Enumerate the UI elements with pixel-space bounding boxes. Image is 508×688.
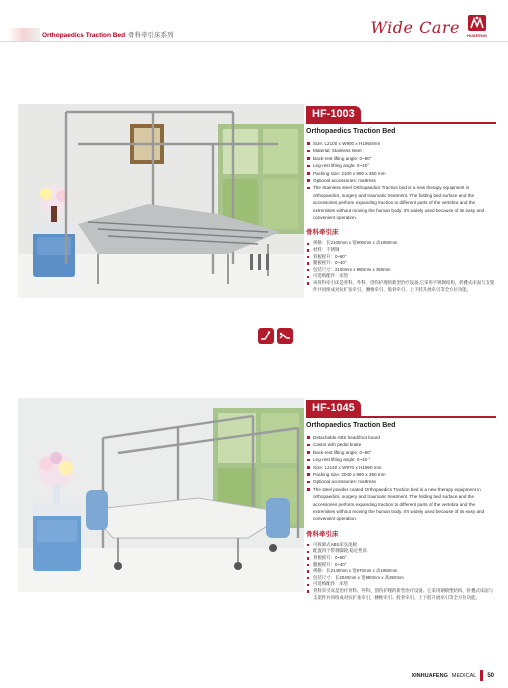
spec-item: Size: L2100 x W900 x H1950mm [306, 140, 496, 147]
spec-item: The steel powder coated Orthopaedics Traction bed is a new therapy equipment in orthopaedics, surgery and traumatic treatment. The folding bed surface and the accessories perform expanding traction to different parts of the vertebra and the extremities without moving the human body. It's widely used because of its easy and convenient operation. [306, 486, 496, 523]
cn-spec-item: 规格：长2140mm x 宽970mm x 高1950mm [306, 568, 496, 575]
spec-list-cn [306, 240, 496, 293]
traction-bed-photo-1 [18, 104, 304, 298]
header-accent [0, 28, 40, 41]
spec-list-en [306, 434, 496, 523]
footer-divider [480, 670, 483, 681]
huafeng-logo-icon [467, 14, 487, 32]
cn-spec-item: 材料：不锈钢 [306, 247, 496, 254]
brand [371, 14, 488, 40]
header-title-cn: 骨科牵引床系列 [128, 32, 174, 39]
spec-item: Back-rest lifting angle: 0~80° [306, 155, 496, 162]
product-title: Orthopaedics Traction Bed [306, 128, 396, 135]
spec-item: Leg-rest lifting angle: 0~40 ° [306, 456, 496, 463]
product-panel-hf1003 [306, 104, 496, 293]
traction-bed-photo-2 [18, 398, 304, 592]
cn-spec-item: 腿板摇升：0~40° [306, 260, 496, 267]
legrest-tilt-icon [277, 328, 293, 344]
model-tag: HF-1045 [306, 400, 361, 416]
header-divider [0, 41, 508, 42]
cn-spec-item: 规格：长2100mm x 宽900mm x 高1950mm [306, 240, 496, 247]
product-panel-hf1045 [306, 398, 496, 601]
brand-logo: Wide Care [370, 17, 460, 37]
spec-list-cn [306, 542, 496, 601]
cn-spec-item: 可选购配件：床垫 [306, 273, 496, 280]
cn-spec-item: 可选购配件：床垫 [306, 581, 496, 588]
spec-item: Optional accessories: mattress [306, 177, 496, 184]
cn-spec-item: 包装尺寸：2100mm x 980mm x 350mm [306, 267, 496, 274]
spec-item: Leg-rest lifting angle: 0~40° [306, 162, 496, 169]
model-underline [306, 416, 496, 418]
spec-list-en [306, 140, 496, 221]
cn-spec-item: 配置四个带刹脚轮,稳定性高 [306, 548, 496, 555]
spec-item: Packing size: 2100 x 980 x 350 mm [306, 170, 496, 177]
spec-item: Castor with pedal brake [306, 441, 496, 448]
brand-seal-text: HUAFENG [467, 33, 487, 38]
cn-spec-item: 背板摇升：0~80° [306, 555, 496, 562]
brand-seal [466, 14, 488, 40]
footer-section: MEDICAL [451, 672, 477, 679]
cn-spec-item: 腿板摇升：0~40° [306, 562, 496, 569]
spec-item: The Stainless steel Orthopaedics Traction bed is a new therapy equipment in orthopaedics, surgery and traumatic treatment. The folding bed surface and the accessories perform expanding traction to different parts of the vertebra and the extremities without moving the human body. It's widely used because of its easy and convenient operation. [306, 184, 496, 221]
footer [411, 670, 494, 681]
footer-brand: XINHUAFENG [411, 672, 448, 679]
page-number: 50 [487, 672, 494, 679]
header-title-en: Orthopaedics Traction Bed [42, 32, 126, 39]
product-title: Orthopaedics Traction Bed [306, 422, 396, 429]
cn-spec-item: 包装尺寸：长2040mm x 宽980mm x 高350mm [306, 575, 496, 582]
feature-icons [258, 328, 293, 344]
cn-product-title: 骨科牵引床 [306, 229, 339, 237]
spec-item: Back-rest lifting angle: 0~80° [306, 449, 496, 456]
cn-spec-item: 该骨科牵引床是骨科、外科、创伤护理的新型治疗设备,它采用不锈钢结构，折叠式床面与支架件共同组成对抗扩张牵引，腰椎牵引、股骨牵引、上下肢升展牵引等全方位功能。 [306, 280, 496, 293]
cn-spec-item: 背板摇升：0~80° [306, 254, 496, 261]
cn-spec-item: 可拆卸式ABS床头尾板 [306, 542, 496, 549]
model-tag: HF-1003 [306, 106, 361, 122]
backrest-tilt-icon [258, 328, 274, 344]
model-underline [306, 122, 496, 124]
spec-item: Packing size: 2040 x 980 x 350 mm [306, 471, 496, 478]
spec-item: Material: Stainless steel [306, 147, 496, 154]
cn-product-title: 骨科牵引床 [306, 530, 339, 538]
product-photo-hf1003 [18, 104, 304, 298]
product-photo-hf1045 [18, 398, 304, 592]
header-title [42, 30, 174, 39]
cn-spec-item: 骨科牵引床是治疗骨科、外科、创伤护理的新型治疗设备。它采用钢喷塑结构，折叠式床面与支架件共同组成对抗扩张牵引，腰椎牵引、股骨牵引、上下肢升展牵引等全方位功能。 [306, 588, 496, 601]
spec-item: Optional accessories: mattress [306, 478, 496, 485]
header-bar [0, 28, 250, 41]
spec-item: Size: L2140 x W970 x H1950 mm [306, 464, 496, 471]
spec-item: Detachable ABS head/foot board [306, 434, 496, 441]
